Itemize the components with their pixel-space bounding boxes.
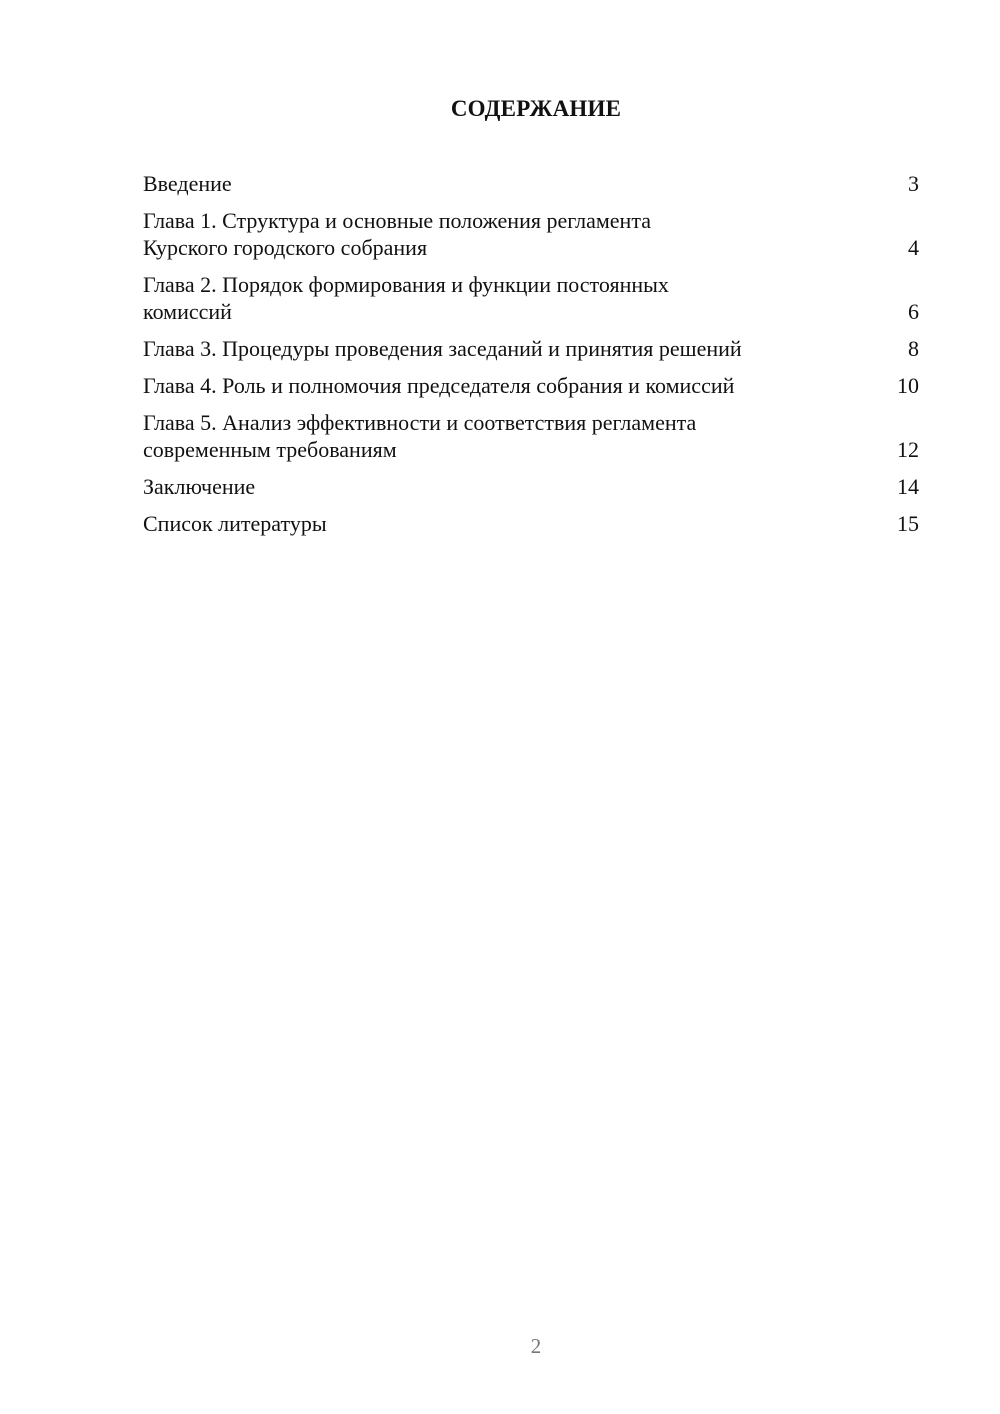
- toc-entry-label: [143, 170, 232, 197]
- toc-entry-chapter-3[interactable]: [143, 335, 919, 362]
- toc-entry-label-line: Глава 2. Порядок формирования и функции постоянных: [143, 272, 669, 297]
- toc-entry-label: [143, 409, 696, 463]
- toc-entry-label-line: современным требованиям: [143, 437, 397, 462]
- toc-entry-label-line: Заключение: [143, 474, 256, 499]
- toc-entry-label-line: Глава 1. Структура и основные положения регламента: [143, 208, 651, 233]
- toc-entry-label-line: Глава 4. Роль и полномочия председателя собрания и комиссий: [143, 373, 735, 398]
- toc-entry-conclusion[interactable]: [143, 473, 919, 500]
- toc-entry-label-line: Курского городского собрания: [143, 235, 428, 260]
- toc-entry-label: [143, 510, 327, 537]
- toc-entry-label-line: Глава 5. Анализ эффективности и соответствия регламента: [143, 410, 697, 435]
- toc-entry-chapter-4[interactable]: [143, 372, 919, 399]
- toc-entry-page: 3: [908, 171, 919, 196]
- toc-entry-page: 4: [908, 235, 919, 260]
- toc-list: [143, 170, 919, 547]
- toc-entry-label-line: Введение: [143, 171, 232, 196]
- toc-entry-label: [143, 473, 255, 500]
- toc-entry-label: [143, 271, 669, 325]
- toc-entry-chapter-1[interactable]: [143, 207, 919, 261]
- toc-entry-label: [143, 335, 742, 362]
- toc-entry-page: 14: [897, 474, 919, 499]
- toc-entry-bibliography[interactable]: [143, 510, 919, 537]
- toc-entry-chapter-2[interactable]: [143, 271, 919, 325]
- toc-entry-page: 12: [897, 437, 919, 462]
- toc-entry-page: 15: [897, 511, 919, 536]
- toc-entry-label-line: Список литературы: [143, 511, 327, 536]
- toc-entry-introduction[interactable]: [143, 170, 919, 197]
- toc-entry-page: 8: [908, 336, 919, 361]
- toc-entry-page: 6: [908, 299, 919, 324]
- toc-title: СОДЕРЖАНИЕ: [450, 96, 622, 121]
- page-number: 2: [530, 1334, 542, 1358]
- toc-entry-label: [143, 207, 651, 261]
- toc-entry-label-line: комиссий: [143, 299, 232, 324]
- toc-entry-label: [143, 372, 734, 399]
- toc-entry-page: 10: [897, 373, 919, 398]
- toc-entry-chapter-5[interactable]: [143, 409, 919, 463]
- toc-entry-label-line: Глава 3. Процедуры проведения заседаний и принятия решений: [143, 336, 742, 361]
